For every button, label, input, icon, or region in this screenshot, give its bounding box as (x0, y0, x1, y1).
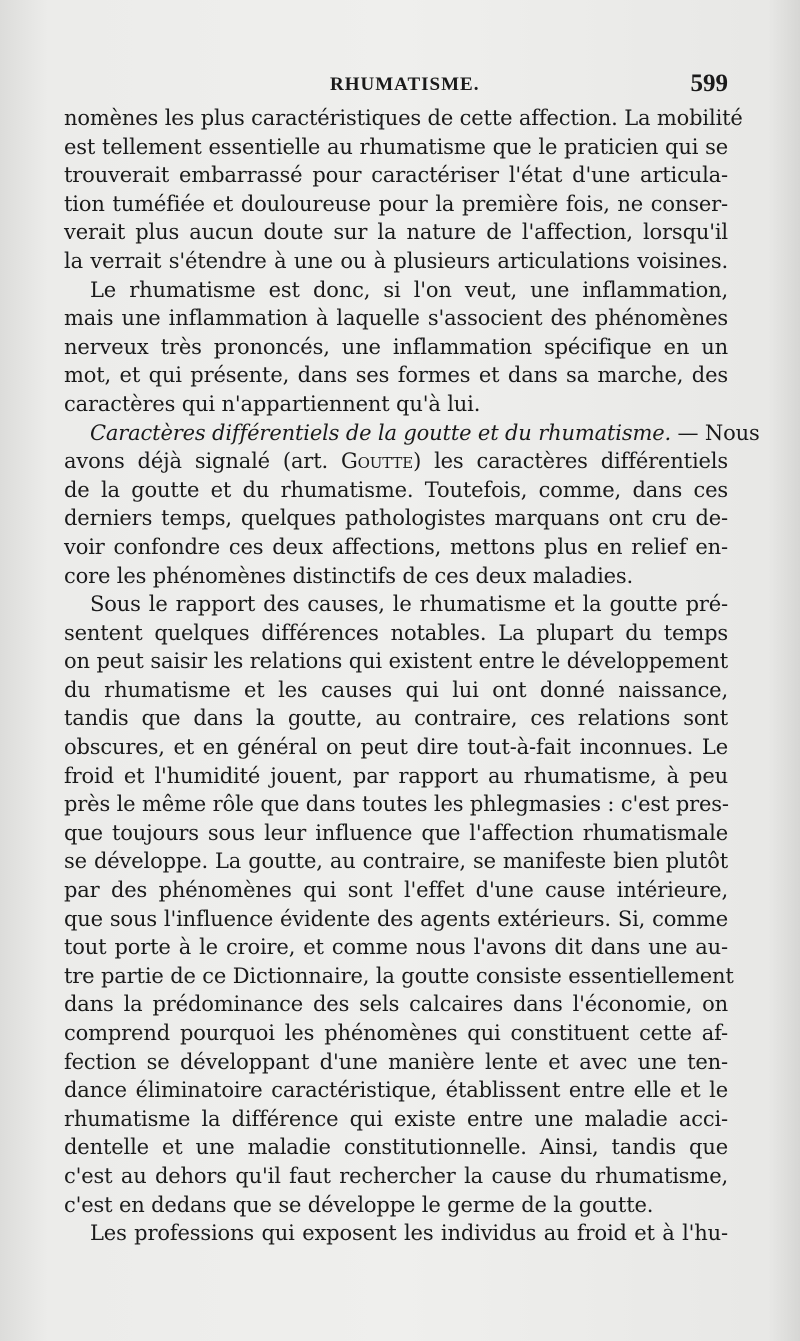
text-segment: derniers temps, quelques pathologistes marquans ont cru de- (64, 506, 728, 531)
text-line (64, 1105, 728, 1134)
text-line (64, 562, 728, 591)
text-line (64, 876, 728, 905)
text-line (64, 819, 728, 848)
text-segment: c'est en dedans que se développe le germe de la goutte. (64, 1192, 654, 1217)
text-segment: se développe. La goutte, au contraire, se manifeste bien plutôt (64, 849, 728, 874)
text-segment: tandis que dans la goutte, au contraire, ces relations sont (64, 706, 728, 731)
text-segment: dance éliminatoire caractéristique, établissent entre elle et le (64, 1078, 728, 1103)
text-segment: dans la prédominance des sels calcaires dans l'économie, on (64, 992, 728, 1017)
text-segment: tout porte à le croire, et comme nous l'avons dit dans une au- (64, 935, 728, 960)
text-segment: rhumatisme la différence qui existe entre une maladie acci- (64, 1106, 728, 1131)
text-segment: — Nous (671, 420, 760, 445)
text-segment: que sous l'influence évidente des agents extérieurs. Si, comme (64, 906, 728, 931)
text-segment: tion tuméfiée et douloureuse pour la première fois, ne conser- (64, 191, 728, 216)
text-line (64, 933, 728, 962)
text-segment: tre partie de ce Dictionnaire, la goutte consiste essentiellement (64, 963, 734, 988)
text-line (64, 304, 728, 333)
text-segment: froid et l'humidité jouent, par rapport au rhumatisme, à peu (64, 763, 728, 788)
text-line (64, 1019, 728, 1048)
text-segment: Sous le rapport des causes, le rhumatisme et la goutte pré- (90, 592, 728, 617)
text-line (64, 419, 760, 448)
text-segment: près le même rôle que dans toutes les phlegmasies : c'est pres- (64, 792, 729, 817)
text-line (64, 390, 728, 419)
text-line (64, 676, 728, 705)
page-header (0, 70, 800, 106)
text-line (64, 847, 728, 876)
text-segment: dentelle et une maladie constitutionnelle. Ainsi, tandis que (64, 1135, 728, 1160)
text-segment: avons déjà signalé (art. (64, 449, 341, 474)
text-line (64, 276, 728, 305)
text-line (64, 619, 728, 648)
text-segment: comprend pourquoi les phénomènes qui constituent cette af- (64, 1021, 728, 1045)
text-segment: fection se développant d'une manière lente et avec une ten- (64, 1049, 728, 1074)
text-segment: ) les caractères différentiels (413, 449, 728, 474)
body-text (64, 104, 760, 1248)
text-segment: mais une inflammation à laquelle s'associent des phénomènes (64, 306, 728, 331)
text-segment: c'est au dehors qu'il faut rechercher la cause du rhumatisme, (64, 1163, 728, 1188)
text-line (64, 1162, 728, 1191)
text-line (64, 361, 728, 390)
text-line (64, 790, 728, 819)
text-line (64, 218, 728, 247)
page-number: 599 (690, 70, 728, 97)
text-segment: la verrait s'étendre à une ou à plusieurs articulations voisines. (64, 248, 728, 273)
text-line (64, 533, 728, 562)
text-line (64, 190, 728, 219)
text-line (64, 590, 728, 619)
text-segment: caractères qui n'appartiennent qu'à lui. (64, 391, 481, 416)
text-line (64, 990, 728, 1019)
text-segment: obscures, et en général on peut dire tout-à-fait inconnues. Le (64, 735, 728, 760)
text-line (64, 504, 728, 533)
text-line (64, 733, 728, 762)
text-line (64, 962, 734, 991)
text-line (64, 104, 743, 133)
text-line (64, 247, 728, 276)
text-segment: trouverait embarrassé pour caractériser l'état d'une articula- (64, 163, 728, 188)
text-line (64, 647, 728, 676)
article-reference: Goutte (341, 449, 414, 474)
running-title: RHUMATISME. (330, 74, 480, 95)
text-line (64, 447, 728, 476)
text-line (64, 1076, 728, 1105)
text-line (64, 704, 728, 733)
text-segment: voir confondre ces deux affections, mettons plus en relief en- (64, 534, 728, 559)
text-segment: core les phénomènes distinctifs de ces deux maladies. (64, 563, 634, 588)
text-line (64, 333, 728, 362)
text-segment: nerveux très prononcés, une inflammation spécifique en un (64, 334, 728, 359)
text-line (64, 905, 728, 934)
text-line (64, 161, 728, 190)
text-line (64, 762, 728, 791)
text-segment: par des phénomènes qui sont l'effet d'une cause intérieure, (64, 878, 728, 903)
text-line (64, 1048, 728, 1077)
text-segment: Les professions qui exposent les individus au froid et à l'hu- (90, 1221, 728, 1246)
text-segment: nomènes les plus caractéristiques de cette affection. La mobilité (64, 106, 743, 130)
text-segment: est tellement essentielle au rhumatisme que le praticien qui se (64, 134, 728, 159)
text-segment: que toujours sous leur influence que l'affection rhumatismale (64, 820, 728, 845)
text-segment: sentent quelques différences notables. La plupart du temps (64, 620, 728, 645)
text-segment: Le rhumatisme est donc, si l'on veut, une inflammation, (90, 277, 728, 302)
text-line (64, 1219, 728, 1248)
text-line (64, 476, 728, 505)
text-line (64, 1133, 728, 1162)
text-segment: du rhumatisme et les causes qui lui ont donné naissance, (64, 677, 728, 702)
text-segment: verait plus aucun doute sur la nature de l'affection, lorsqu'il (64, 220, 728, 245)
text-line (64, 133, 728, 162)
text-line (64, 1191, 728, 1220)
italic-heading: Caractères différentiels de la goutte et du rhumatisme. (90, 420, 672, 445)
text-segment: mot, et qui présente, dans ses formes et dans sa marche, des (64, 363, 728, 388)
text-segment: de la goutte et du rhumatisme. Toutefois, comme, dans ces (64, 477, 728, 502)
text-segment: on peut saisir les relations qui existent entre le développement (64, 649, 728, 674)
